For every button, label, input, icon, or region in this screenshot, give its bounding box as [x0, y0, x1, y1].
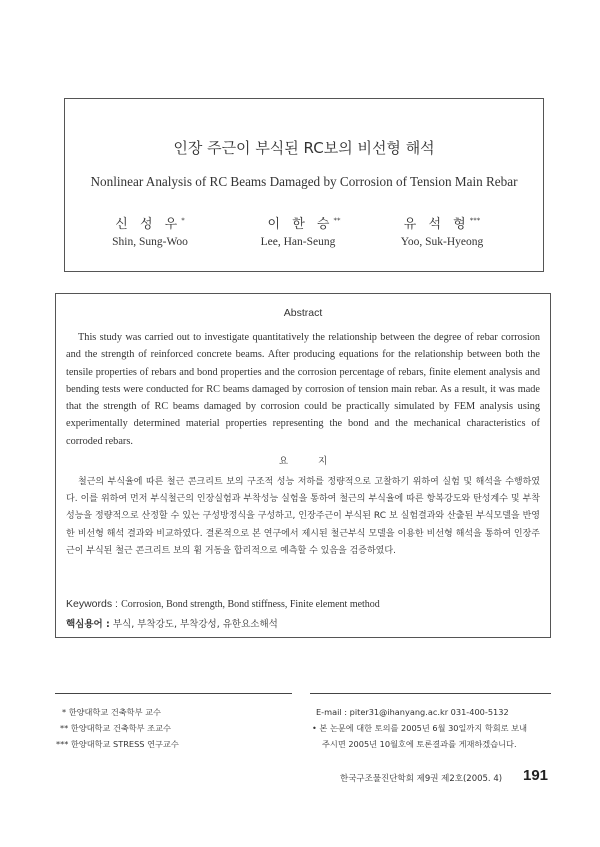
author-1-english: Shin, Sung-Woo: [112, 236, 188, 248]
footnote-author-2: ** 한양대학교 건축학부 조교수: [60, 723, 171, 733]
keywords: [66, 598, 380, 610]
keywords-korean-value: 부식, 부착강도, 부착강성, 유한요소해석: [112, 619, 278, 630]
abstract-text: This study was carried out to investigate quantitatively the relationship between the degree of rebar corrosion and the strength of reinforced concrete beams. After producing equations for the relationship between both the tensile properties of rebars and bond properties and the corrosion percentage of rebars, finite element analysis and bending tests were conducted for RC beams damaged by corrosion of tension main rebar. As a result, it was made that the strength of RC beams damaged by corrosion could be practically simulated by FEM analysis using experimentally determined material properties representing the bond and the mechanical characteristics of corroded rebars.: [66, 332, 540, 447]
keywords-korean: [66, 616, 278, 630]
korean-summary-text: 철근의 부식율에 따른 철근 콘크리트 보의 구조적 성능 저하를 정량적으로 고찰하기 위하여 실험 및 해석을 수행하였다. 이를 위하여 먼저 부식철근의 인장실험과 부착성능 실험을 통하여 철근의 부식율에 따른 항복강도와 탄성계수 및 부착성능을 정량적으로 산정할 수 있는 구성방정식을 구성하고, 인장주근이 부식된 RC 보 실험결과와 산출된 부식모델을 반영한 비선형 해석 결과와 비교하였다. 결론적으로 본 연구에서 제시된 철근부식 모델을 이용한 비선형 해석을 통하여 인장주근이 부식된 철근 콘크리트 보의 휨 거동을 합리적으로 예측할 수 있음을 검증하였다.: [66, 477, 540, 556]
title-box: [64, 98, 544, 272]
footnote-rule-left: [55, 693, 292, 694]
author-3-english: Yoo, Suk-Hyeong: [400, 236, 484, 248]
abstract-heading: Abstract: [283, 307, 323, 319]
footnote-discussion-notice-cont: 주시면 2005년 10월호에 토론결과를 게재하겠습니다.: [322, 739, 517, 749]
page-number: 191: [523, 767, 549, 784]
paper-title-korean: 인장 주근이 부식된 RC보의 비선형 해석: [173, 139, 435, 157]
footnote-email: E-mail : piter31@ihanyang.ac.kr 031-400-5132: [316, 707, 509, 717]
author-1-korean: 신 성 우*: [115, 216, 185, 232]
paper-title-english: Nonlinear Analysis of RC Beams Damaged by Corrosion of Tension Main Rebar: [90, 174, 518, 189]
footnote-author-3: *** 한양대학교 STRESS 연구교수: [56, 739, 179, 749]
footnote-discussion-notice: • 본 논문에 대한 토의를 2005년 6월 30일까지 학회로 보내: [312, 723, 527, 733]
footnote-rule-right: [310, 693, 551, 694]
keywords-label: Keywords :: [66, 598, 118, 610]
author-3-korean: 유 석 형***: [403, 216, 481, 232]
korean-summary-heading: 요지: [278, 456, 358, 467]
author-2-english: Lee, Han-Seung: [260, 236, 336, 248]
keywords-value: Corrosion, Bond strength, Bond stiffness, Finite element method: [121, 599, 380, 610]
footnote-author-1: * 한양대학교 건축학부 교수: [62, 707, 161, 717]
author-2-korean: 이 한 승**: [267, 216, 341, 232]
keywords-korean-label: 핵심용어 :: [66, 619, 110, 630]
abstract-box: [55, 293, 551, 638]
journal-citation: 한국구조물진단학회 제9권 제2호(2005. 4): [340, 774, 503, 784]
